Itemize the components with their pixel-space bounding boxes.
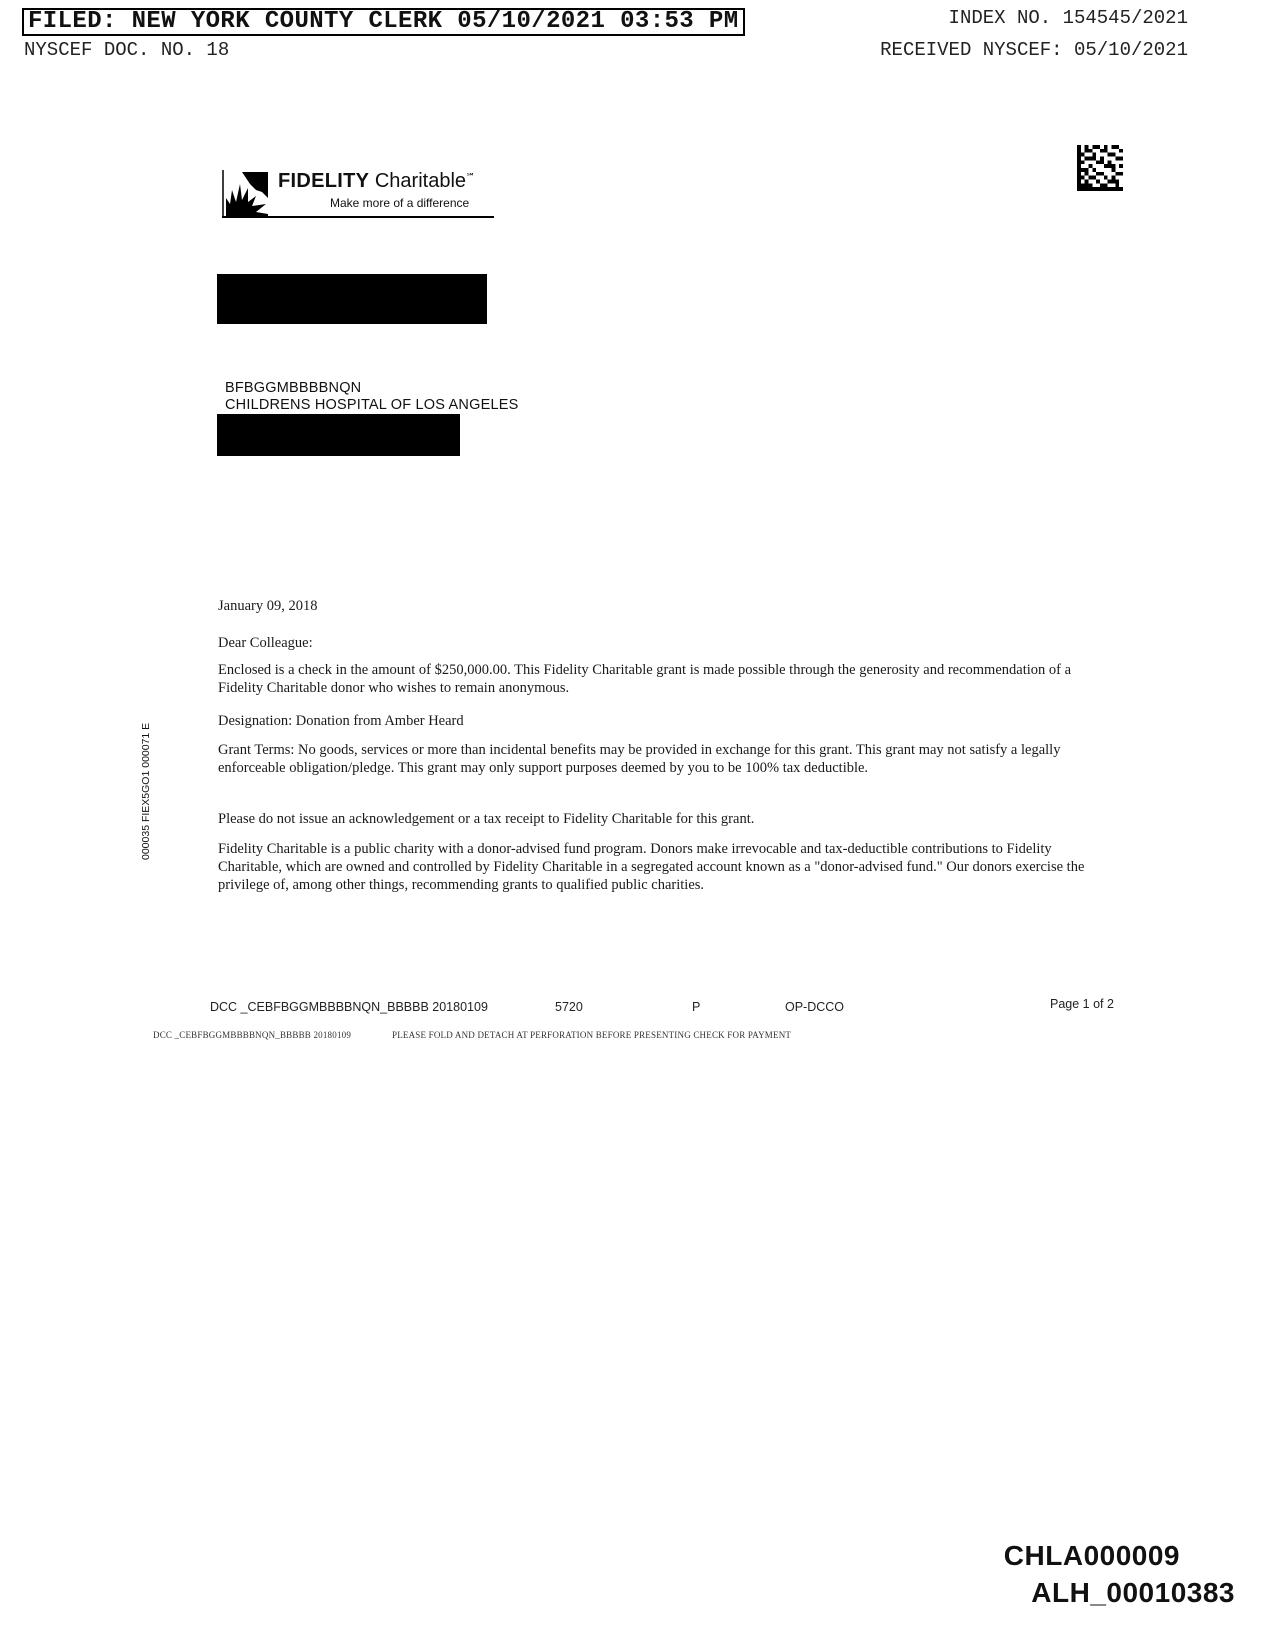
redacted-block: [217, 274, 487, 324]
page-number: Page 1 of 2: [1050, 997, 1114, 1011]
recipient-name: CHILDRENS HOSPITAL OF LOS ANGELES: [225, 397, 519, 413]
letter-salutation: Dear Colleague:: [218, 635, 313, 651]
side-control-code: 000035 FIEX5GO1 000071 E: [140, 722, 152, 860]
recipient-code: BFBGGMBBBBNQN: [225, 380, 362, 396]
index-number: INDEX NO. 154545/2021: [948, 7, 1188, 29]
detach-instruction: PLEASE FOLD AND DETACH AT PERFORATION BEFORE PRESENTING CHECK FOR PAYMENT: [392, 1030, 792, 1040]
filed-stamp: FILED: NEW YORK COUNTY CLERK 05/10/2021 03:53 PM: [22, 8, 745, 36]
bates-number-alh: ALH_00010383: [1031, 1577, 1235, 1608]
logo-underline: [222, 216, 494, 218]
letter-no-acknowledgement: Please do not issue an acknowledgement or a tax receipt to Fidelity Charitable for this grant.: [218, 811, 755, 827]
logo-trademark: ℠: [466, 171, 476, 182]
starburst-logo-icon: [222, 168, 268, 218]
footer-op-code: OP-DCCO: [785, 1000, 845, 1014]
letter-paragraph-check-amount: Enclosed is a check in the amount of $250,000.00. This Fidelity Charitable grant is made possible through the generosity and recommendation of a Fidelity Charitable donor who wishes to remain anonymous.: [218, 662, 1072, 696]
footer-reference: DCC _CEBFBGGMBBBBNQN_BBBBB 20180109: [210, 1000, 488, 1014]
bates-number-chla: CHLA000009: [1003, 1540, 1180, 1571]
letter-designation: Designation: Donation from Amber Heard: [218, 713, 464, 729]
logo-tagline: Make more of a difference: [330, 196, 470, 210]
received-date: RECEIVED NYSCEF: 05/10/2021: [880, 39, 1188, 61]
datamatrix-barcode: [1077, 145, 1123, 191]
footer-number: 5720: [555, 1000, 583, 1014]
letter-grant-terms: Grant Terms: No goods, services or more than incidental benefits may be provided in exchange for this grant. This grant may not satisfy a legally enforceable obligation/pledge. This grant may only support purposes deemed by you to be 100% tax deductible.: [218, 742, 1061, 776]
letter-about-fidelity: Fidelity Charitable is a public charity with a donor-advised fund program. Donors make irrevocable and tax-deductible contributions to Fidelity Charitable, which are owned and controlled by Fidelity Charitable in a segregated account known as a "donor-advised fund." Our donors exercise the privilege of, among other things, recommending grants to qualified public charities.: [218, 841, 1085, 893]
footer-p-code: P: [692, 1000, 701, 1014]
fidelity-charitable-logo: [222, 168, 492, 220]
redacted-address: [217, 414, 460, 456]
logo-wordmark: [278, 170, 475, 193]
nyscef-doc-number: NYSCEF DOC. NO. 18: [24, 39, 230, 61]
footer-small-reference: DCC _CEBFBGGMBBBBNQN_BBBBB 20180109: [153, 1030, 352, 1040]
letter-date: January 09, 2018: [218, 598, 318, 614]
logo-brand: FIDELITY: [278, 170, 370, 192]
logo-product: Charitable: [374, 170, 467, 192]
